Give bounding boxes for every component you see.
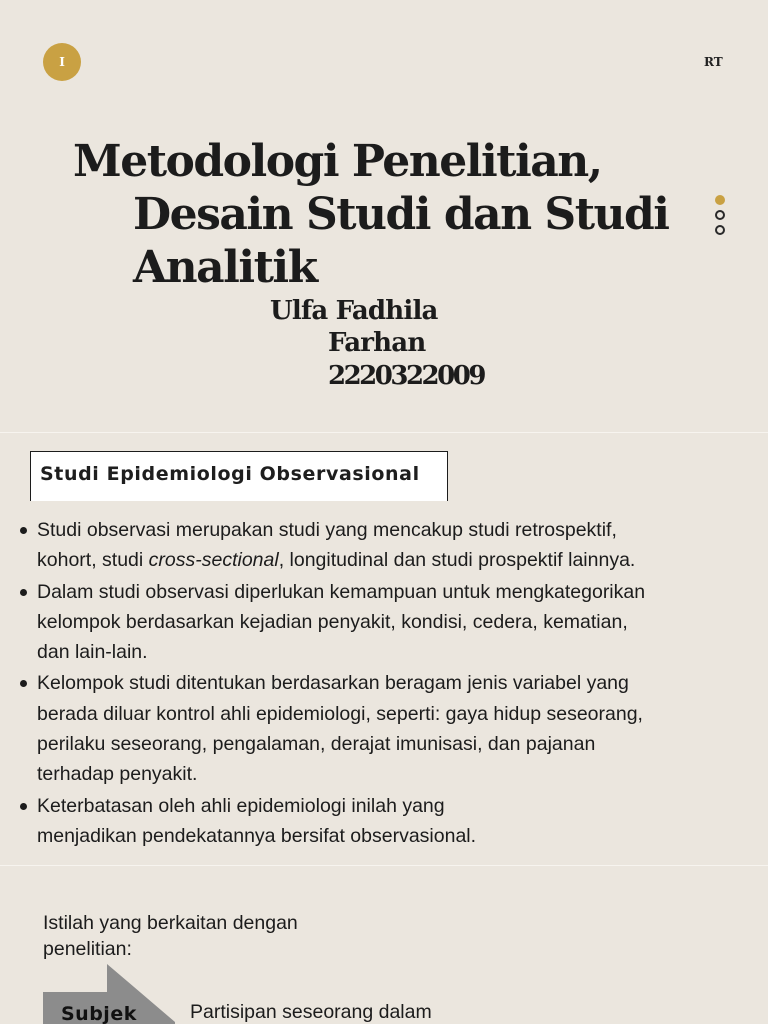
bullet-line: Kelompok studi ditentukan berdasarkan beragam jenis variabel yang: [37, 672, 629, 695]
author-name-line-2: Farhan: [328, 328, 426, 358]
bullet-line: terhadap penyakit.: [37, 763, 198, 786]
title-line-3: Analitik: [133, 242, 317, 293]
slide-number-badge: I: [43, 43, 81, 81]
ring-dot-icon: [715, 210, 725, 220]
decorative-dots-icon: [715, 195, 725, 240]
bullet-line: kelompok berdasarkan kejadian penyakit, kondisi, cedera, kematian,: [37, 610, 628, 633]
author-name-line-1: Ulfa Fadhila: [270, 296, 438, 326]
corner-label: RT: [704, 55, 723, 69]
content-slide-terminology: [0, 866, 768, 1024]
bullet-line: Studi observasi merupakan studi yang mencakup studi retrospektif,: [37, 519, 617, 541]
bullet-line: berada diluar kontrol ahli epidemiologi, seperti: gaya hidup seseorang,: [37, 702, 643, 725]
ring-dot-icon: [715, 225, 725, 235]
content-slide-observational: [0, 433, 768, 865]
title-line-2: Desain Studi dan Studi: [133, 189, 669, 240]
title-line-1: Metodologi Penelitian,: [73, 136, 602, 187]
bullet-list: [18, 515, 758, 852]
bullet-line: dan lain-lain.: [37, 641, 148, 664]
title-slide: [0, 0, 768, 432]
bullet-line: kohort, studi cross-sectional, longitudinal dan studi prospektif lainnya.: [37, 549, 636, 572]
bullet-line: menjadikan pendekatannya bersifat observasional.: [37, 824, 477, 847]
intro-line-2: penelitian:: [43, 938, 132, 960]
slide-heading: Studi Epidemiologi Observasional: [30, 451, 448, 501]
bullet-item: [18, 515, 758, 576]
term-definition: Partisipan seseorang dalam: [190, 1001, 432, 1023]
bullet-item: [18, 577, 758, 668]
term-label: Subjek: [61, 1003, 137, 1024]
bullet-item: [18, 791, 758, 852]
bullet-line: perilaku seseorang, pengalaman, derajat imunisasi, dan pajanan: [37, 733, 596, 756]
intro-line-1: Istilah yang berkaitan dengan: [43, 912, 298, 934]
bullet-line: Dalam studi observasi diperlukan kemampuan untuk mengkategorikan: [37, 580, 646, 603]
gold-dot-icon: [715, 195, 725, 205]
bullet-item: [18, 668, 758, 789]
author-id: 2220322009: [328, 361, 484, 391]
bullet-line: Keterbatasan oleh ahli epidemiologi inilah yang: [37, 794, 445, 817]
terminology-intro: [43, 910, 298, 962]
